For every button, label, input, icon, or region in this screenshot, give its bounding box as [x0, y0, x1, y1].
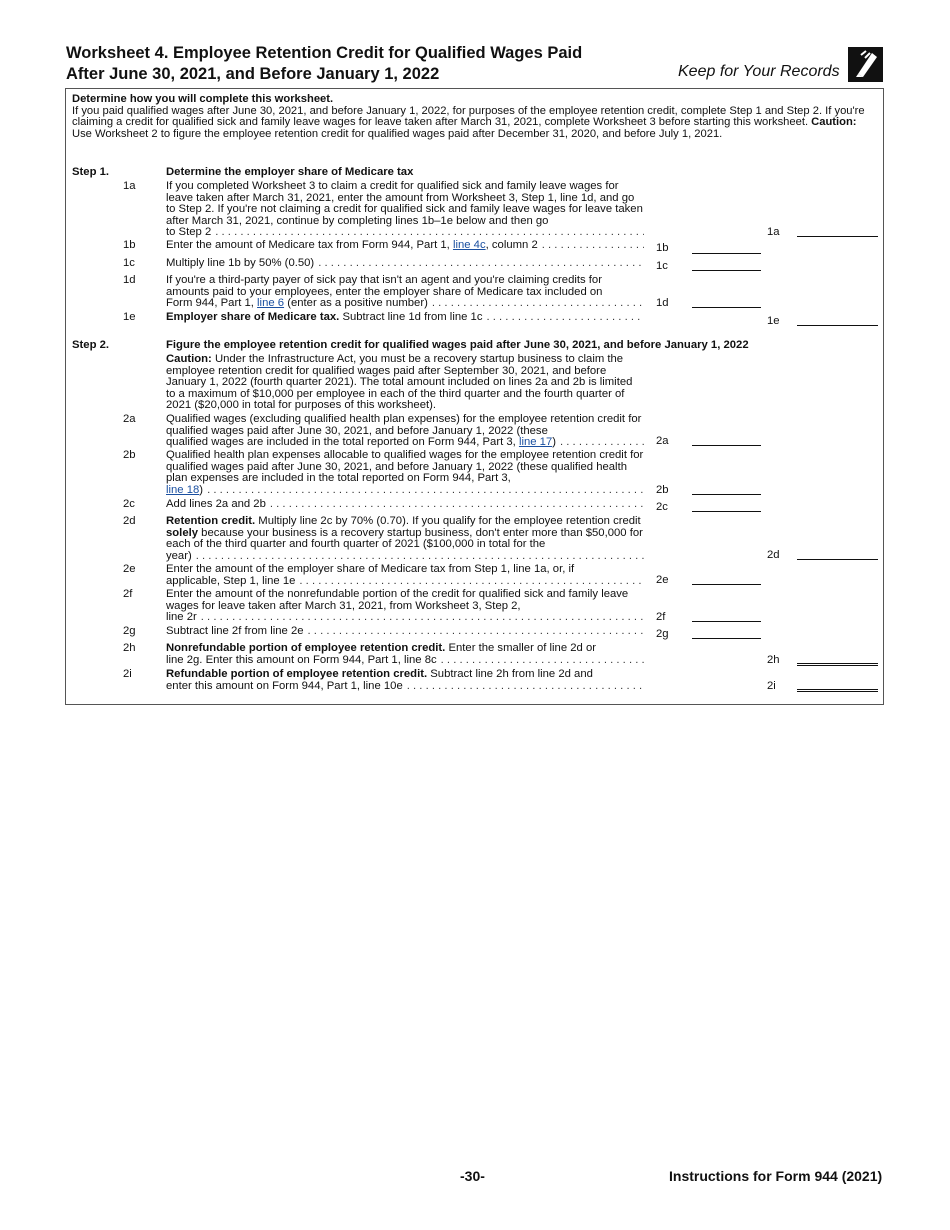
entry-line-2h[interactable] — [797, 663, 878, 666]
line-num-2c: 2c — [123, 498, 135, 510]
line-6-link[interactable]: line 6 — [257, 297, 285, 309]
line-num-1d: 1d — [123, 274, 136, 286]
entry-line-2d[interactable] — [797, 559, 878, 560]
box-label-2g: 2g — [656, 628, 669, 640]
line-num-2d: 2d — [123, 515, 136, 527]
line-num-2b: 2b — [123, 449, 136, 461]
line-2c-text: Add lines 2a and 2b . . . — [166, 499, 644, 511]
line-2g-text: Subtract line 2f from line 2e . . . — [166, 626, 644, 638]
line-num-1e: 1e — [123, 311, 136, 323]
entry-line-1d[interactable] — [692, 307, 761, 308]
line-1c-text: Multiply line 1b by 50% (0.50) . . . — [166, 258, 644, 270]
line-num-1c: 1c — [123, 257, 135, 269]
line-1a-text: If you completed Worksheet 3 to claim a credit for qualified sick and family leave wages for leave taken after March 31, 2021, enter the amount from Worksheet 3, Step 1, line 1d, and go to Step 2. If you're not claiming a credit for qualified sick and family leave wages for leave taken after March 31, 2021, continue by completing lines 1b–1e below and then go to Step 2 . . . — [166, 181, 644, 239]
step2-label: Step 2. — [72, 339, 110, 351]
intro-heading: Determine how you will complete this worksheet. — [72, 93, 334, 105]
footer-title: Instructions for Form 944 (2021) — [669, 1168, 883, 1184]
entry-line-2b[interactable] — [692, 494, 761, 495]
line-num-2g: 2g — [123, 625, 136, 637]
line-1b-text: Enter the amount of Medicare tax from Form 944, Part 1, line 4c, column 2 . . . — [166, 240, 644, 252]
pen-and-paper-icon — [848, 47, 883, 82]
box-label-2i: 2i — [767, 680, 776, 692]
entry-line-2e[interactable] — [692, 584, 761, 585]
entry-line-2c[interactable] — [692, 511, 761, 512]
box-label-1c: 1c — [656, 260, 668, 272]
line-2h-text: Nonrefundable portion of employee retention credit. Enter the smaller of line 2d or line 2g. Enter this amount on Form 944, Part 1, line 8c . . . — [166, 643, 644, 666]
box-label-2f: 2f — [656, 611, 666, 623]
entry-line-2a[interactable] — [692, 445, 761, 446]
line-num-2i: 2i — [123, 668, 132, 680]
line-1d-text: If you're a third-party payer of sick pay that isn't an agent and you're claiming credits for amounts paid to your employees, enter the employer share of Medicare tax included on Form 944, Part 1, line 6 (enter as a positive number) . . . — [166, 275, 644, 310]
worksheet-title: Worksheet 4. Employee Retention Credit for Qualified Wages Paid After June 30, 2021, and Before January 1, 2022 — [66, 44, 583, 83]
line-num-2h: 2h — [123, 642, 136, 654]
box-label-2h: 2h — [767, 654, 780, 666]
line-num-2f: 2f — [123, 588, 133, 600]
line-2d-text: Retention credit. Multiply line 2c by 70% (0.70). If you qualify for the employee retention credit solely because your business is a recovery startup business, don't enter more than $50,000 for each of the third quarter and fourth quarter of 2021 ($100,000 in total for the year) . . . — [166, 516, 644, 562]
entry-line-1e[interactable] — [797, 325, 878, 326]
entry-line-1a[interactable] — [797, 236, 878, 237]
box-label-1a: 1a — [767, 226, 780, 238]
line-1e-text: Employer share of Medicare tax. Subtract line 1d from line 1c . . . — [166, 312, 644, 324]
line-num-2e: 2e — [123, 563, 136, 575]
entry-line-2f[interactable] — [692, 621, 761, 622]
line-2e-text: Enter the amount of the employer share of Medicare tax from Step 1, line 1a, or, if applicable, Step 1, line 1e . . . — [166, 564, 644, 587]
intro-text: If you paid qualified wages after June 30, 2021, and before January 1, 2022, for purposes of the employee retention credit, complete Step 1 and Step 2. If you're claiming a credit for qualified sick and family leave wages for leave taken after March 31, 2021, complete Worksheet 3 before starting this worksheet. Caution: Use Worksheet 2 to figure the employee retention credit for qualified wages paid after December 31, 2020, and before July 1, 2021. — [72, 104, 865, 140]
box-label-2e: 2e — [656, 574, 669, 586]
line-4c-link[interactable]: line 4c — [452, 239, 486, 251]
step1-label: Step 1. — [72, 166, 110, 178]
box-label-1d: 1d — [656, 297, 669, 309]
line-num-1b: 1b — [123, 239, 136, 251]
keep-for-records: Keep for Your Records — [678, 63, 840, 80]
intro-section — [72, 94, 878, 140]
line-2a-text: Qualified wages (excluding qualified health plan expenses) for the employee retention credit for qualified wages paid after June 30, 2021, and before January 1, 2022 (these qualified wages are included in the total reported on Form 944, Part 3, line 17) . . . — [166, 414, 644, 449]
box-label-2a: 2a — [656, 435, 669, 447]
entry-line-2g[interactable] — [692, 638, 761, 639]
box-label-2b: 2b — [656, 484, 669, 496]
line-18-link[interactable]: line 18 — [166, 483, 200, 496]
entry-line-2i[interactable] — [797, 689, 878, 692]
box-label-2c: 2c — [656, 501, 668, 513]
entry-line-1c[interactable] — [692, 270, 761, 271]
step2-caution: Caution: Under the Infrastructure Act, you must be a recovery startup business to claim the employee retention credit for qualified wages paid after September 30, 2021, and before January 1, 2022 (fourth quarter 2021). The total amount included on lines 2a and 2b is limited to a maximum of $10,000 per employee in each of the third quarter and the fourth quarter of 2021 ($20,000 in total for purposes of this worksheet). — [166, 353, 633, 411]
entry-line-1b[interactable] — [692, 253, 761, 254]
line-2i-text: Refundable portion of employee retention credit. Subtract line 2h from line 2d and enter this amount on Form 944, Part 1, line 10e . . . — [166, 669, 644, 692]
box-label-2d: 2d — [767, 549, 780, 561]
line-2f-text: Enter the amount of the nonrefundable portion of the credit for qualified sick and family leave wages for leave taken after March 31, 2021, from Worksheet 3, Step 2, line 2r . . . — [166, 589, 644, 624]
line-num-2a: 2a — [123, 413, 136, 425]
line-17-link[interactable]: line 17 — [518, 436, 553, 448]
step1-heading: Determine the employer share of Medicare tax — [166, 166, 414, 178]
box-label-1b: 1b — [656, 242, 669, 254]
page-number: -30- — [460, 1168, 485, 1184]
box-label-1e: 1e — [767, 315, 780, 327]
step2-heading: Figure the employee retention credit for qualified wages paid after June 30, 2021, and before January 1, 2022 — [166, 339, 749, 351]
line-num-1a: 1a — [123, 180, 136, 192]
line-2b-text: Qualified health plan expenses allocable to qualified wages for the employee retention credit for qualified wages paid after June 30, 2021, and before January 1, 2022 (these qualified health plan expenses are included in the total reported on Form 944, Part 3, line 18) . . . — [166, 450, 644, 496]
